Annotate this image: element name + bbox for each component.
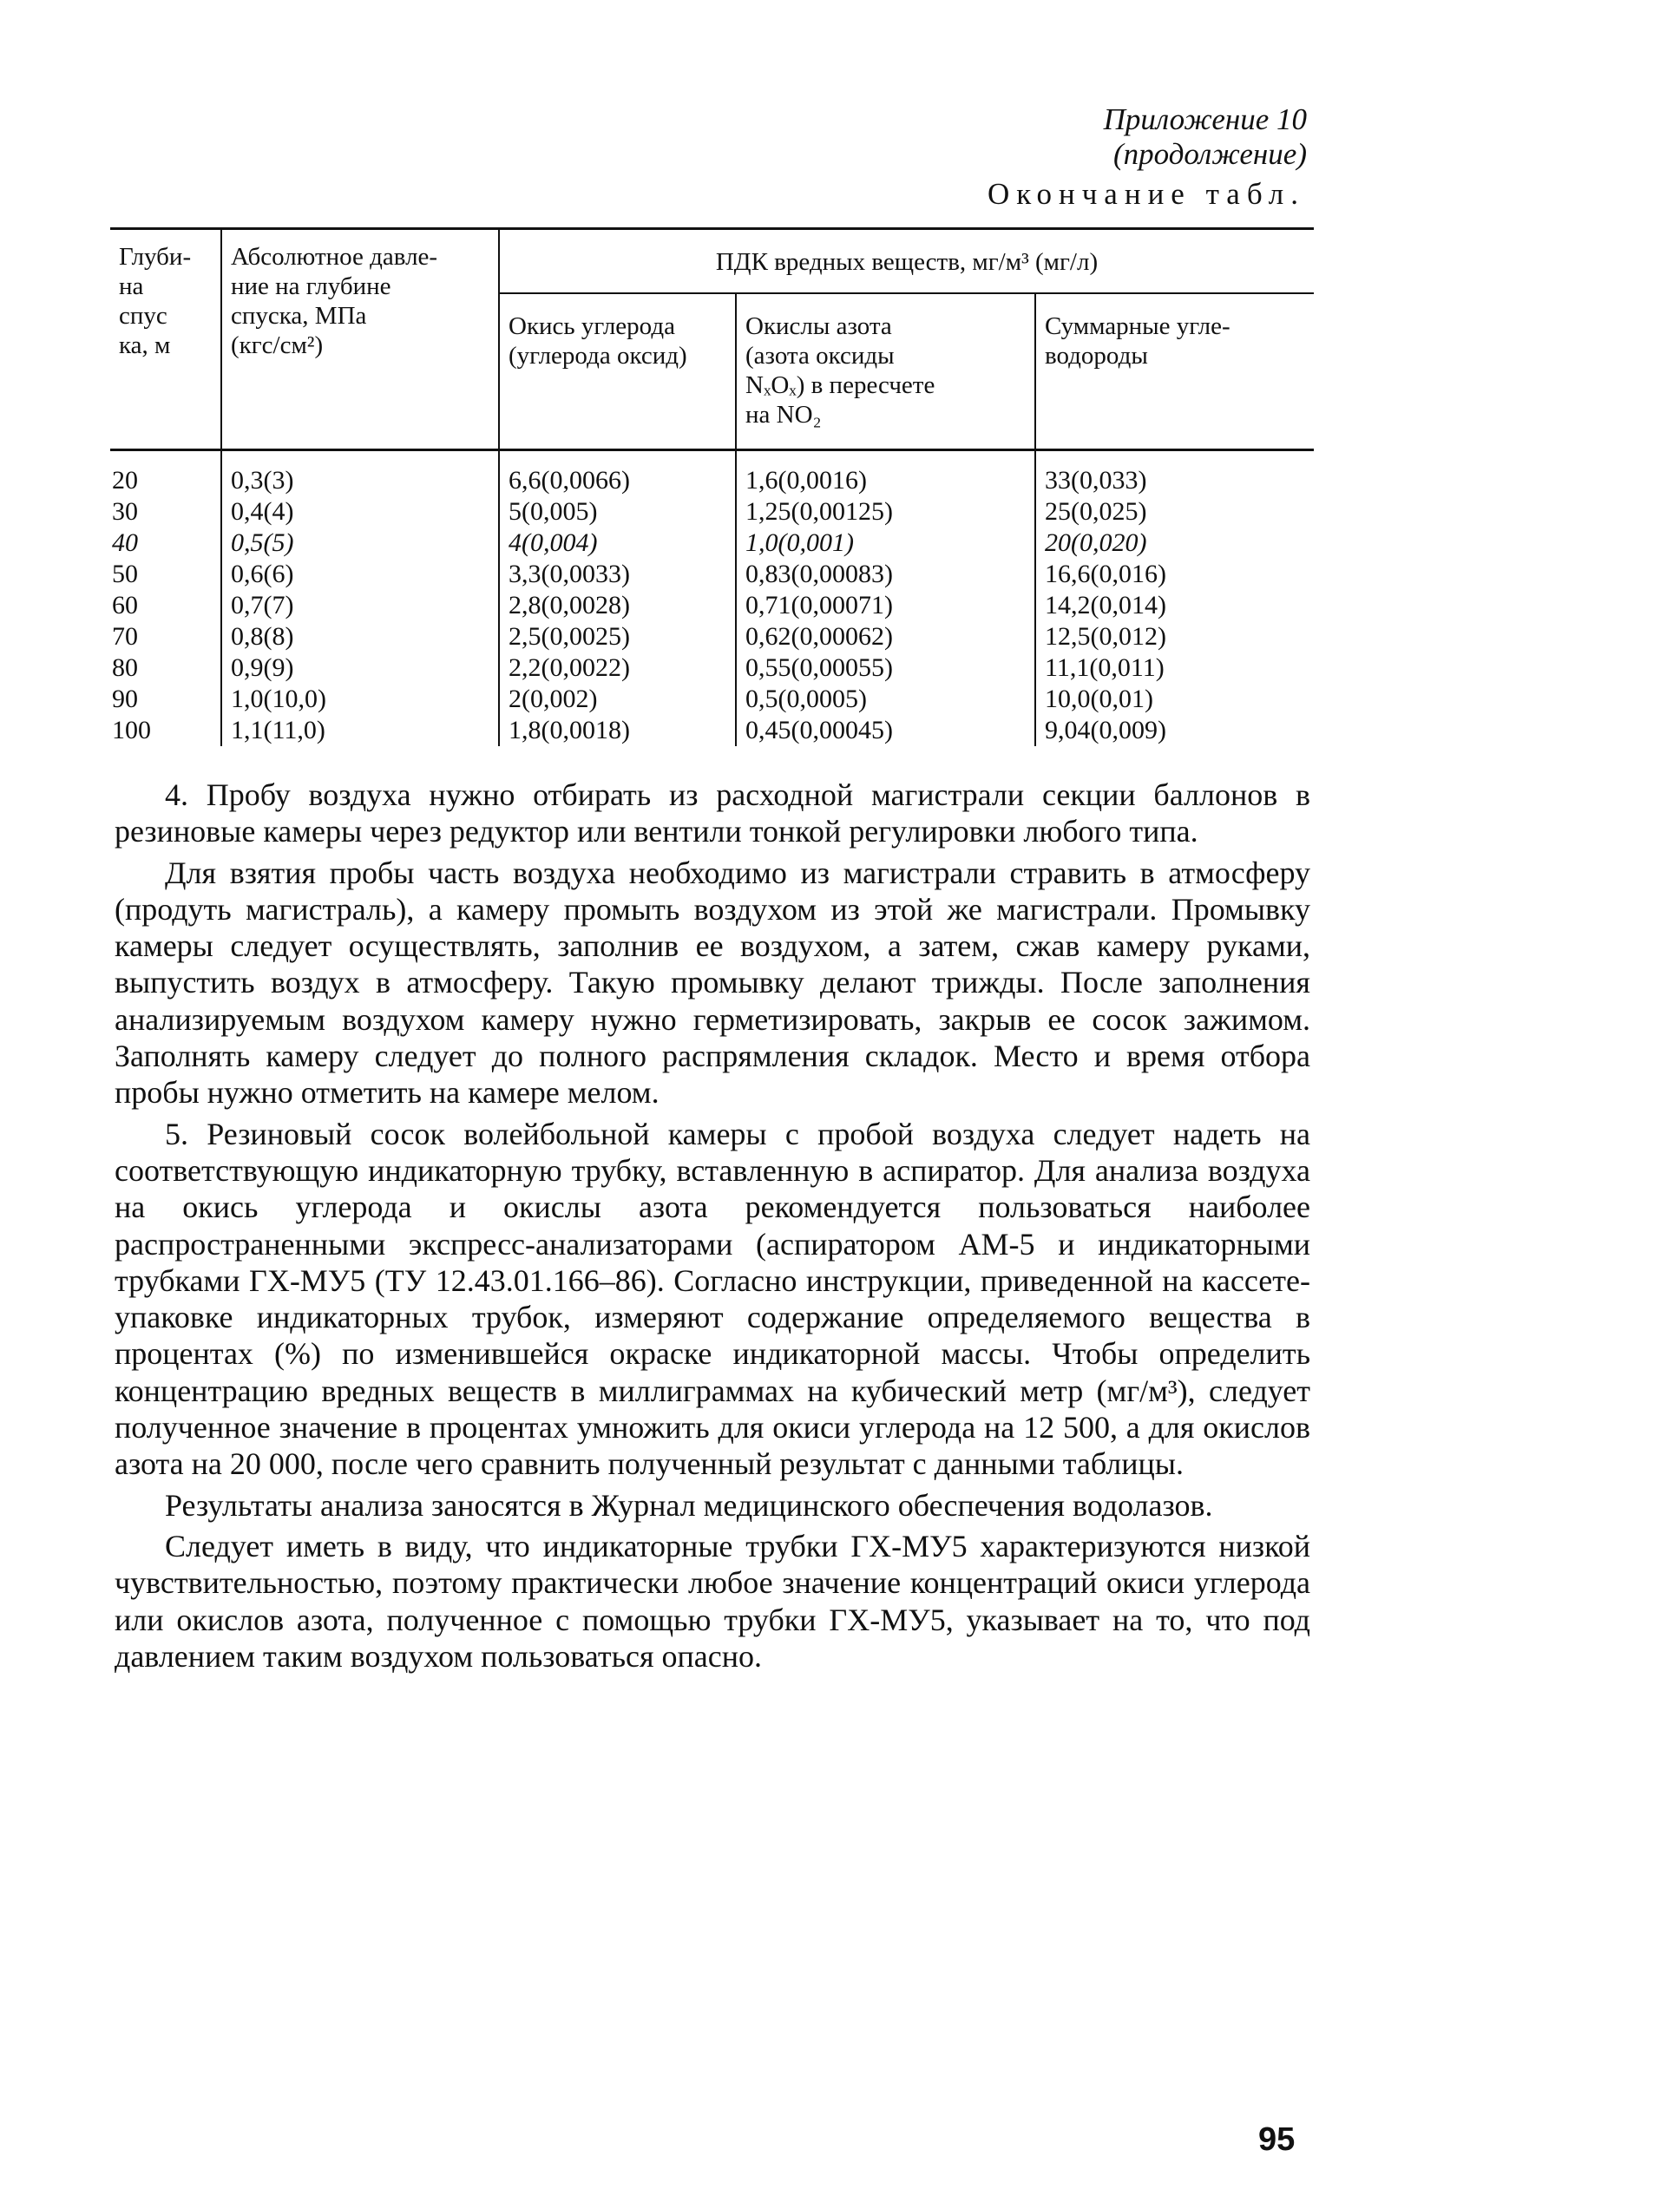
table-row: 50 0,6(6) 3,3(0,0033) 0,83(0,00083) 16,6(0,016)	[110, 559, 1314, 590]
paragraph: Результаты анализа заносятся в Журнал медицинского обеспечения водолазов.	[165, 1487, 1213, 1523]
header-hydrocarbons: Суммарные угле- водороды	[1035, 293, 1314, 450]
appendix-continuation: (продолжение)	[1113, 137, 1307, 171]
header-nox: Окислы азота (азота оксиды NₓOₓ) в пересчете на NO₂	[736, 293, 1035, 450]
table-row: 30 0,4(4) 5(0,005) 1,25(0,00125) 25(0,025)	[110, 496, 1314, 528]
header-pressure: Абсолютное давле- ние на глубине спуска, МПа (кгс/см²)	[221, 229, 499, 450]
body-text	[115, 777, 1310, 1679]
table-row: 60 0,7(7) 2,8(0,0028) 0,71(0,00071) 14,2(0,014)	[110, 590, 1314, 621]
page-number: 95	[1258, 2121, 1296, 2158]
appendix-label	[1104, 102, 1307, 172]
paragraph: Для взятия пробы часть воздуха необходимо из магистрали стравить в атмосферу (продуть магистраль), а камеру промыть воздухом из этой же магистрали. Промывку камеры следует осуществлять, заполнив ее воздухом, а затем, сжав камеру руками, выпустить воздух в атмосферу. Такую промывку делают трижды. После заполнения анализируемым воздухом камеру нужно герметизировать, закрыв ее сосок зажимом. Заполнять камеру следует до полного распрямления складок. Место и время отбора пробы нужно отметить на камере мелом.	[115, 855, 1310, 1111]
paragraph: 5. Резиновый сосок волейбольной камеры с пробой воздуха следует надеть на соответствующую индикаторную трубку, вставленную в аспиратор. Для анализа воздуха на окись углерода и окислы азота рекомендуется пользоваться наиболее распространенными экспресс-анализаторами (аспиратором АМ-5 и индикаторными трубками ГХ-МУ5 (ТУ 12.43.01.166–86). Согласно инструкции, приведенной на кассете-упаковке индикаторных трубок, измеряют содержание определяемого вещества в процентах (%) по изменившейся окраске индикаторной массы. Чтобы определить концентрацию вредных веществ в миллиграммах на кубический метр (мг/м³), следует полученное значение в процентах умножить для окиси углерода на 12 500, а для окислов азота на 20 000, после чего сравнить полученный результат с данными таблицы.	[115, 1116, 1310, 1482]
table-row: 40 0,5(5) 4(0,004) 1,0(0,001) 20(0,020)	[110, 528, 1314, 559]
table-row: 70 0,8(8) 2,5(0,0025) 0,62(0,00062) 12,5(0,012)	[110, 621, 1314, 652]
table-row: 20 0,3(3) 6,6(0,0066) 1,6(0,0016) 33(0,033)	[110, 450, 1314, 497]
table-row: 90 1,0(10,0) 2(0,002) 0,5(0,0005) 10,0(0,01)	[110, 684, 1314, 715]
pdk-table	[110, 227, 1314, 746]
header-co: Окись углерода (углерода оксид)	[499, 293, 736, 450]
paragraph: Следует иметь в виду, что индикаторные трубки ГХ-МУ5 характеризуются низкой чувствительностью, поэтому практически любое значение концентраций окиси углерода или окислов азота, полученное с помощью трубки ГХ-МУ5, указывает на то, что под давлением таким воздухом пользоваться опасно.	[115, 1528, 1310, 1674]
table-end-caption: Окончание табл.	[987, 177, 1305, 211]
header-depth: Глуби- на спус ка, м	[110, 229, 221, 450]
table-row: 80 0,9(9) 2,2(0,0022) 0,55(0,00055) 11,1(0,011)	[110, 652, 1314, 684]
table-row: 100 1,1(11,0) 1,8(0,0018) 0,45(0,00045) 9,04(0,009)	[110, 715, 1314, 746]
paragraph: 4. Пробу воздуха нужно отбирать из расходной магистрали секции баллонов в резиновые камеры через редуктор или вентили тонкой регулировки любого типа.	[115, 777, 1310, 849]
header-pdk: ПДК вредных веществ, мг/м³ (мг/л)	[499, 229, 1314, 294]
appendix-title: Приложение 10	[1103, 102, 1307, 136]
